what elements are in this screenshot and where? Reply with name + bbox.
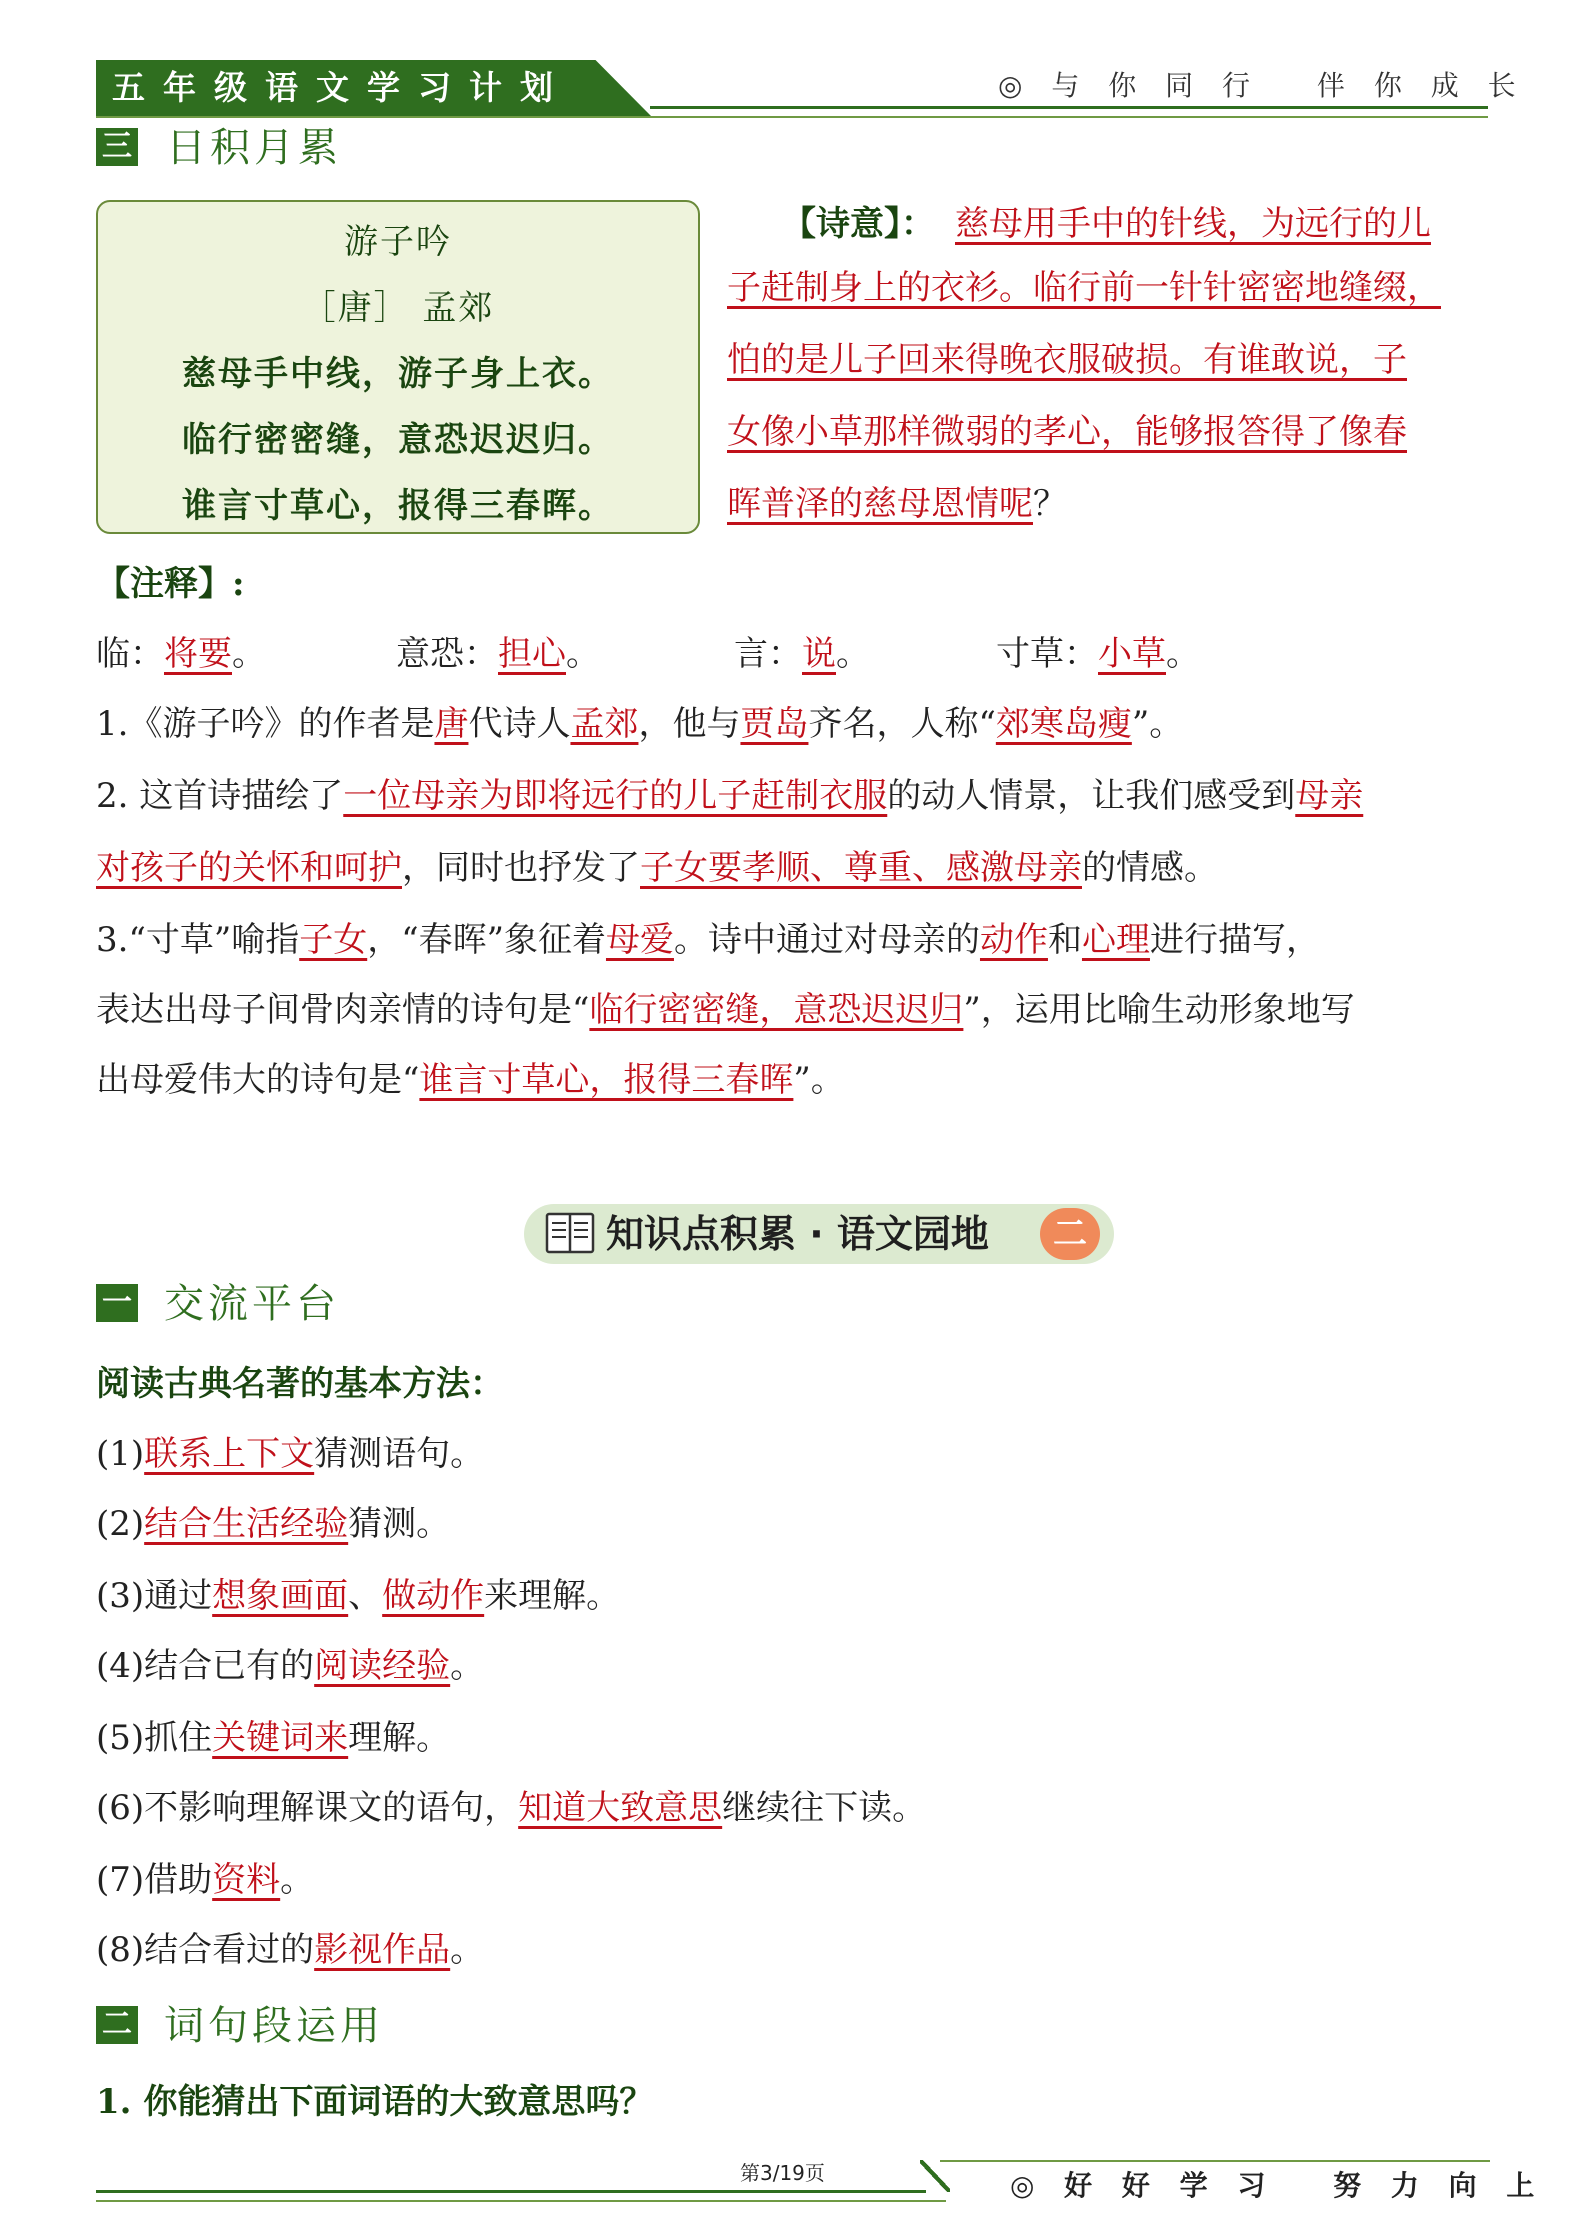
meaning-line: 子赶制身上的衣衫。临行前一针针密密地缝缀， — [727, 268, 1441, 308]
note-item: 临：将要。 — [96, 634, 266, 674]
footer-rule-diagonal — [920, 2160, 950, 2192]
meaning-label: 【诗意】： — [782, 204, 935, 244]
question-3-line: 出母爱伟大的诗句是“谁言寸草心，报得三春晖”。 — [96, 1060, 845, 1100]
method-item: (7)借助资料。 — [96, 1860, 315, 1900]
section-badge: 二 — [96, 2006, 138, 2044]
section-badge: 一 — [96, 1284, 138, 1322]
section-title: 词句段运用 — [164, 2003, 384, 2049]
banner-number: 二 — [1040, 1208, 1100, 1260]
meaning-line: 女像小草那样微弱的孝心，能够报答得了像春 — [727, 412, 1407, 452]
poem-author: ［唐］ 孟郊 — [301, 288, 495, 328]
question-2-line: 2. 这首诗描绘了一位母亲为即将远行的儿子赶制衣服的动人情景，让我们感受到母亲 — [96, 776, 1364, 816]
question-2-line: 对孩子的关怀和呵护，同时也抒发了子女要孝顺、尊重、感激母亲的情感。 — [96, 848, 1218, 888]
book-icon — [545, 1210, 595, 1256]
method-item: (5)抓住关键词来理解。 — [96, 1718, 451, 1758]
question-3-line: 表达出母子间骨肉亲情的诗句是“临行密密缝，意恐迟迟归”，运用比喻生动形象地写 — [96, 990, 1355, 1030]
banner-title: 知识点积累 · 语文园地 — [606, 1212, 989, 1256]
meaning-line-last: 晖普泽的慈母恩情呢？ — [727, 484, 1067, 524]
note-item: 言：说。 — [734, 634, 870, 674]
question-1: 1.《游子吟》的作者是唐代诗人孟郊，他与贾岛齐名，人称“郊寒岛瘦”。 — [96, 704, 1184, 744]
method-item: (6)不影响理解课文的语句，知道大致意思继续往下读。 — [96, 1788, 927, 1828]
section-badge: 三 — [96, 128, 138, 166]
poem-title: 游子吟 — [344, 222, 452, 262]
poem-line: 谁言寸草心，报得三春晖。 — [182, 486, 614, 526]
method-item: (3)通过想象画面、做动作来理解。 — [96, 1576, 621, 1616]
method-item: (1)联系上下文猜测语句。 — [96, 1434, 485, 1474]
note-item: 寸草：小草。 — [996, 634, 1200, 674]
meaning-line: 慈母用手中的针线，为远行的儿 — [955, 204, 1431, 244]
footer-rule-top — [940, 2160, 1490, 2162]
header-motto: ◎ 与 你 同 行 伴 你 成 长 — [998, 69, 1526, 102]
section-title: 交流平台 — [164, 1281, 340, 1327]
footer-rule-thin — [96, 2200, 946, 2202]
question-3-line: 3.“寸草”喻指子女，“春晖”象征着母爱。诗中通过对母亲的动作和心理进行描写， — [96, 920, 1320, 960]
method-item: (8)结合看过的影视作品。 — [96, 1930, 485, 1970]
method-item: (2)结合生活经验猜测。 — [96, 1504, 451, 1544]
poem-line: 慈母手中线，游子身上衣。 — [182, 354, 614, 394]
note-item: 意恐：担心。 — [396, 634, 600, 674]
header-title: 五年级语文学习计划 — [112, 68, 571, 107]
footer-motto: ◎ 好 好 学 习 努 力 向 上 — [1010, 2169, 1545, 2202]
meaning-line: 怕的是儿子回来得晚衣服破损。有谁敢说，子 — [727, 340, 1407, 380]
page-number: 第3/19页 — [740, 2161, 825, 2185]
header-rule — [650, 106, 1488, 109]
header-rule-thin — [96, 116, 1488, 118]
footer-rule — [96, 2190, 926, 2193]
question-words: 1. 你能猜出下面词语的大致意思吗？ — [96, 2082, 654, 2122]
poem-line: 临行密密缝，意恐迟迟归。 — [182, 420, 614, 460]
notes-label: 【注释】: — [96, 564, 245, 604]
methods-heading: 阅读古典名著的基本方法： — [96, 1364, 504, 1404]
method-item: (4)结合已有的阅读经验。 — [96, 1646, 485, 1686]
section-title: 日积月累 — [166, 125, 342, 171]
